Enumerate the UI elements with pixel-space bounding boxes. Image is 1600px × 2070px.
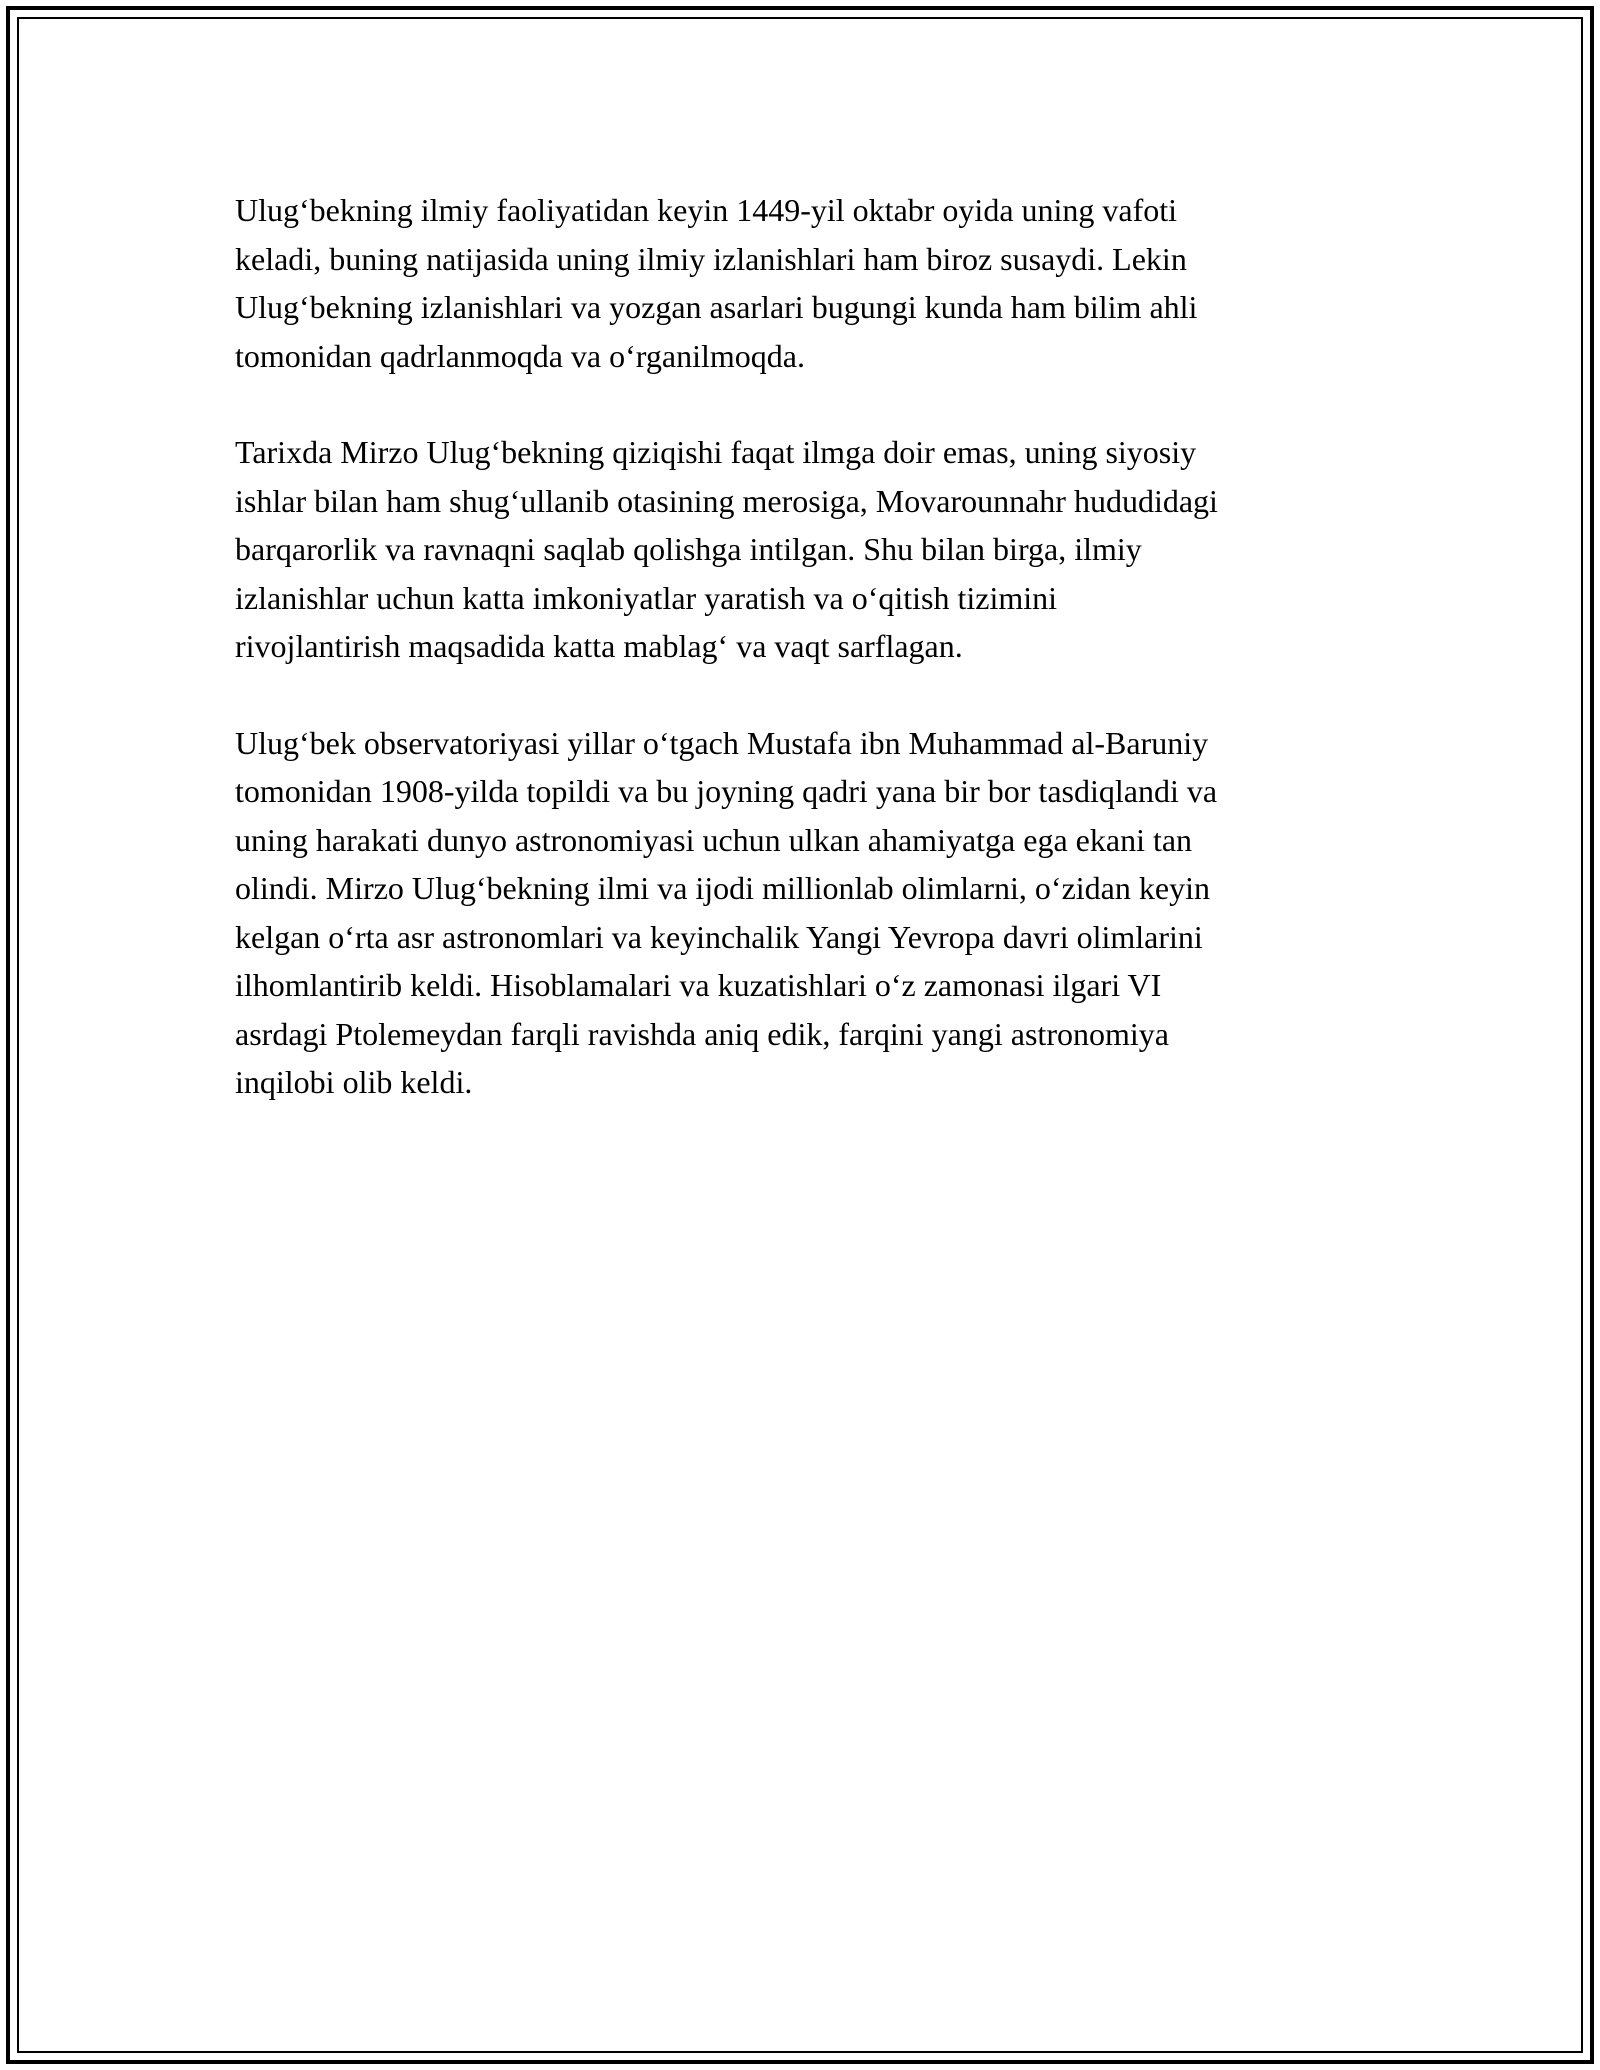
text-line: keladi, buning natijasida uning ilmiy izlanishlari ham biroz susaydi. Lekin bbox=[235, 240, 1187, 277]
text-line: rivojlantirish maqsadida katta mablag‘ va vaqt sarflagan. bbox=[235, 628, 963, 664]
text-line: uning harakati dunyo astronomiyasi uchun ulkan ahamiyatga ega ekani tan bbox=[235, 821, 1193, 858]
text-line: tomonidan 1908-yilda topildi va bu joyning qadri yana bir bor tasdiqlandi va bbox=[235, 773, 1218, 809]
text-line: Tarixda Mirzo Ulug‘bekning qiziqishi faqat ilmga doir emas, uning siyosiy bbox=[235, 434, 1197, 470]
text-line: Ulug‘bek observatoriyasi yillar o‘tgach Mustafa ibn Muhammad al-Baruniy bbox=[235, 724, 1209, 761]
document-body bbox=[235, 186, 1380, 1155]
text-line: inqilobi olib keldi. bbox=[235, 1064, 473, 1100]
text-line: ilhomlantirib keldi. Hisoblamalari va kuzatishlari o‘z zamonasi ilgari VI bbox=[235, 967, 1162, 1003]
text-line: asrdagi Ptolemeydan farqli ravishda aniq edik, farqini yangi astronomiya bbox=[235, 1015, 1169, 1052]
text-line: tomonidan qadrlanmoqda va o‘rganilmoqda. bbox=[235, 337, 805, 374]
text-line: ishlar bilan ham shug‘ullanib otasining merosiga, Movarounnahr hududidagi bbox=[235, 482, 1218, 519]
text-line: kelgan o‘rta asr astronomlari va keyinchalik Yangi Yevropa davri olimlarini bbox=[235, 918, 1203, 955]
paragraph-3 bbox=[235, 719, 1380, 1107]
text-line: olindi. Mirzo Ulug‘bekning ilmi va ijodi millionlab olimlarni, o‘zidan keyin bbox=[235, 870, 1210, 906]
paragraph-2 bbox=[235, 428, 1380, 671]
text-line: Ulug‘bekning ilmiy faoliyatidan keyin 1449-yil oktabr oyida uning vafoti bbox=[235, 192, 1178, 228]
paragraph-1 bbox=[235, 186, 1380, 380]
text-line: Ulug‘bekning izlanishlari va yozgan asarlari bugungi kunda ham bilim ahli bbox=[235, 289, 1198, 325]
text-line: barqarorlik va ravnaqni saqlab qolishga intilgan. Shu bilan birga, ilmiy bbox=[235, 531, 1142, 567]
text-line: izlanishlar uchun katta imkoniyatlar yaratish va o‘qitish tizimini bbox=[235, 579, 1058, 616]
